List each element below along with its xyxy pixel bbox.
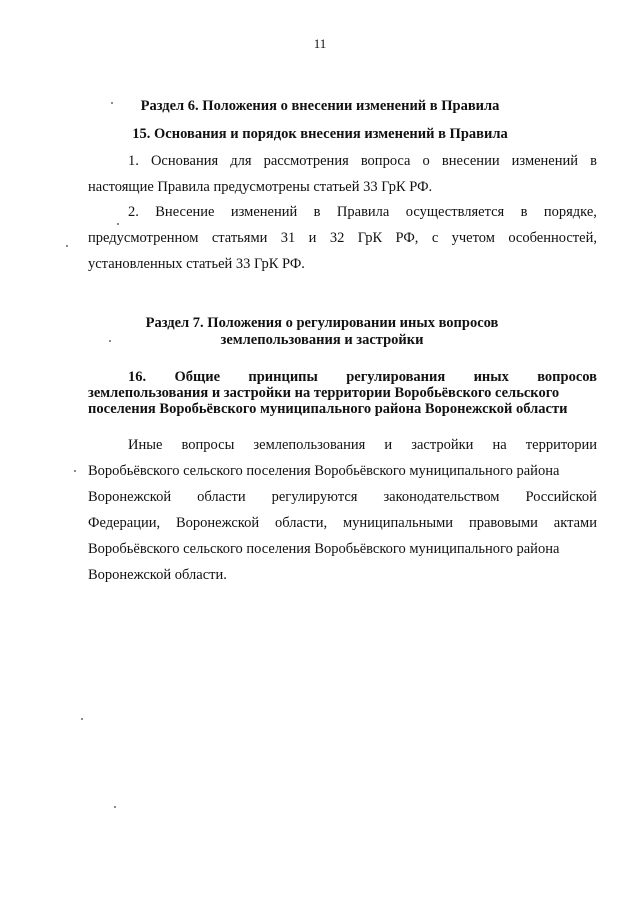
word: Общие	[174, 369, 221, 385]
item-2-line-3: установленных статьей 33 ГрК РФ.	[88, 256, 305, 272]
word: 32	[329, 230, 345, 246]
section-6-title: Раздел 6. Положения о внесении изменений в Правила	[140, 98, 500, 114]
word: регулирования	[346, 369, 446, 385]
word: для	[230, 153, 252, 169]
paragraph-line-4	[88, 515, 597, 532]
word: вопроса	[360, 153, 411, 169]
word: Внесение	[155, 204, 215, 220]
item-1-line-1	[128, 153, 597, 170]
word: 31	[280, 230, 296, 246]
word: Правила	[336, 204, 390, 220]
paragraph-line-6: Воронежской области.	[88, 567, 227, 583]
scan-speck	[111, 102, 113, 104]
word: принципы	[248, 369, 318, 385]
word: Иные	[128, 437, 163, 453]
word: иных	[473, 369, 509, 385]
word: муниципальными	[342, 515, 454, 531]
item-2-line-2	[88, 230, 597, 247]
word: ГрК	[357, 230, 383, 246]
paragraph-line-3	[88, 489, 597, 506]
word: актами	[553, 515, 597, 531]
word: территории	[525, 437, 597, 453]
word: предусмотренном	[88, 230, 199, 246]
word: 2.	[128, 204, 139, 220]
word: застройки	[411, 437, 474, 453]
scan-speck	[117, 223, 119, 225]
item-2-line-1	[128, 204, 597, 221]
word: и	[384, 437, 393, 453]
section-7-title: Раздел 7. Положения о регулировании иных вопросов	[145, 315, 499, 331]
word: изменений	[511, 153, 579, 169]
word: вопросы	[181, 437, 235, 453]
word: области,	[275, 515, 328, 531]
section-7-title-line-2: землепользования и застройки	[220, 332, 424, 348]
word: Воронежской	[175, 515, 260, 531]
paragraph-line-5: Воробьёвского сельского поселения Воробьёвского муниципального района	[88, 541, 560, 557]
word: Основания	[150, 153, 219, 169]
scan-speck	[114, 806, 116, 808]
section-15-subtitle: 15. Основания и порядок внесения изменений в Правила	[132, 126, 508, 142]
word: и	[308, 230, 317, 246]
word: землепользования	[253, 437, 366, 453]
word: учетом	[451, 230, 495, 246]
word: внесении	[441, 153, 500, 169]
word: в	[590, 153, 597, 169]
word: рассмотрения	[263, 153, 349, 169]
scan-speck	[81, 718, 83, 720]
word: правовыми	[468, 515, 538, 531]
word: вопросов	[537, 369, 597, 385]
item-1-line-2: настоящие Правила предусмотрены статьей 33 ГрК РФ.	[88, 179, 433, 195]
word: РФ,	[395, 230, 419, 246]
word: изменений	[230, 204, 298, 220]
section-16-subtitle-line-3: поселения Воробьёвского муниципального района Воронежской области	[88, 401, 568, 417]
word: на	[492, 437, 507, 453]
word: осуществляется	[405, 204, 505, 220]
word: в	[520, 204, 528, 220]
word: с	[431, 230, 439, 246]
paragraph-line-2: Воробьёвского сельского поселения Воробьёвского муниципального района	[88, 463, 560, 479]
scan-speck	[66, 245, 68, 247]
paragraph-line-1	[128, 437, 597, 454]
word: 16.	[128, 369, 147, 385]
word: Российской	[525, 489, 597, 505]
word: особенностей,	[508, 230, 597, 246]
scan-speck	[109, 340, 111, 342]
page-number: 11	[313, 36, 327, 51]
word: Федерации,	[88, 515, 161, 531]
word: в	[313, 204, 321, 220]
word: законодательством	[383, 489, 500, 505]
section-16-subtitle-line-2: землепользования и застройки на территории Воробьёвского сельского	[88, 385, 560, 401]
word: о	[422, 153, 430, 169]
word: регулируются	[271, 489, 358, 505]
scan-speck	[74, 470, 76, 472]
word: области	[197, 489, 246, 505]
word: порядке,	[543, 204, 597, 220]
section-16-subtitle-line-1	[128, 369, 597, 386]
word: 1.	[128, 153, 139, 169]
word: Воронежской	[88, 489, 172, 505]
word: статьями	[211, 230, 268, 246]
